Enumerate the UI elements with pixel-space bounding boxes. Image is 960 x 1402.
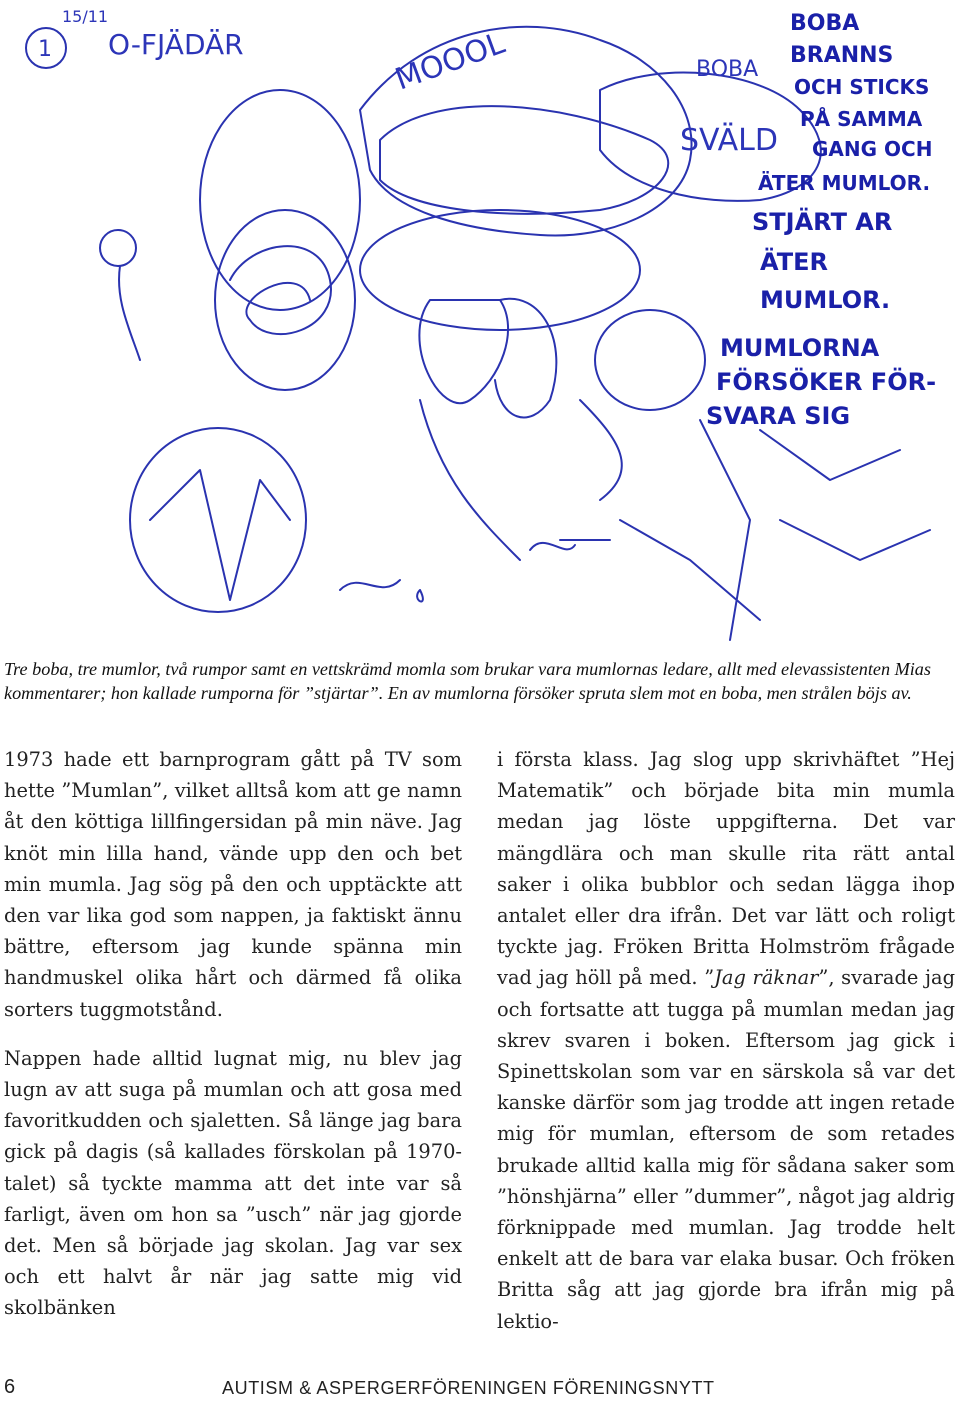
article-column-left [4,744,462,1324]
belly-blob [360,210,640,330]
quote-emphasis: Jag räknar [714,966,819,990]
stick [119,266,140,360]
child-drawing [0,0,960,652]
creature-leg-1 [420,400,520,560]
fish-3 [780,520,930,560]
small-ball [100,230,136,266]
note-8: ÄTER [760,248,828,276]
drawing-svg [0,0,960,652]
striped-oval [595,310,705,410]
feet [530,540,610,550]
creature-1 [419,300,508,403]
drawing-title: O-FJÄDÄR [108,28,244,61]
fish-4 [620,520,760,620]
note-2: BRANNS [790,43,894,68]
egg-2 [215,210,355,390]
fish-1 [700,420,750,640]
note-4: PÅ SAMMA [800,107,923,131]
paragraph [497,744,955,1337]
bugs [340,580,423,602]
mool-label: MOOOL [390,25,510,98]
note-7: STJÄRT AR [752,208,893,236]
page-number-circled: 1 [38,37,52,62]
fish-2 [760,430,900,480]
note-10: MUMLORNA [720,334,880,362]
paragraph: Nappen hade alltid lugnat mig, nu blev jag lugn av att suga på mumlan och att gosa med favoritkudden och sjaletten. Så länge jag bara gick på dagis (så kallades förskolan på 1970-talet) så tyckte mamma att det inte var så farligt, även om hon sa ”usch” när jag gjorde det. Men så började jag skolan. Jag var sex och ett halvt år när jag satte mig vid skolbänken [4,1046,462,1320]
note-5: GANG OCH [812,137,933,161]
publication-name: AUTISM & ASPERGERFÖRENINGEN FÖRENINGSNYTT [222,1378,715,1398]
note-6: ÄTER MUMLOR. [758,171,931,195]
text-run: i första klass. Jag slog upp skrivhäftet ”Hej Matematik” och började bita min mumla medan jag löste uppgifterna. Det var mängdlära och man skulle rita rätt antal saker i olika bubblor och sedan lägga ihop antalet eller dra ifrån. Det var lätt och roligt tyckte jag. Fröken Britta Holmström frågade vad jag höll på med. ” [497,748,955,990]
creature-leg-2 [580,400,622,500]
egg-3-lines [150,470,290,600]
scribble [230,246,331,334]
note-11: FÖRSÖKER FÖR- [716,368,937,396]
svald-label: SVÄLD [680,123,778,158]
egg-1 [200,90,360,310]
drawing-date: 15/11 [62,7,109,26]
text-run: ”, svarade jag och fortsatte att tugga på mumlan medan jag skrev svaren i boken. Eftersom jag gick i Spinettskolan som var en särskola så var det kanske därför som jag trodde att ingen retade mig för mumlan, eftersom de som retades brukade alltid kalla mig för sådana saker som ”hönshjärna” eller ”dummer”, något jag aldrig förknippade med mumlan. Jag trodde helt enkelt att de bara var elaka busar. Och fröken Britta såg att jag gjorde bra ifrån mig på lektio- [497,966,956,1333]
note-3: OCH STICKS [794,75,930,99]
article-column-right [497,744,955,1337]
egg-3 [130,428,306,612]
note-1: BOBA [790,11,860,36]
boba-label: BOBA [696,57,759,82]
page-number: 6 [4,1376,16,1398]
paragraph: 1973 hade ett barnprogram gått på TV som hette ”Mumlan”, vilket alltså kom att ge namn åt den köttiga lillfingersidan på min näve. Jag knöt min lilla hand, vände upp den och bet min mumla. Jag sög på den och upptäckte att den var lika god som nappen, ja faktiskt ännu bättre, eftersom jag kunde spänna min handmuskel olika hårt och därmed få olika sorters tuggmotstånd. [4,748,462,1021]
mouth-blob [380,106,668,214]
note-12: SVARA SIG [706,402,851,430]
note-9: MUMLOR. [760,286,891,314]
creature-2 [495,299,556,418]
photo-caption: Tre boba, tre mumlor, två rumpor samt en vettskrämd momla som brukar vara mumlornas ledare, allt med elevassistenten Mias kommentarer; hon kallade rumporna för ”stjärtar”. En av mumlorna försöker spruta slem mot en boba, men strålen böjs av. [4,659,931,703]
